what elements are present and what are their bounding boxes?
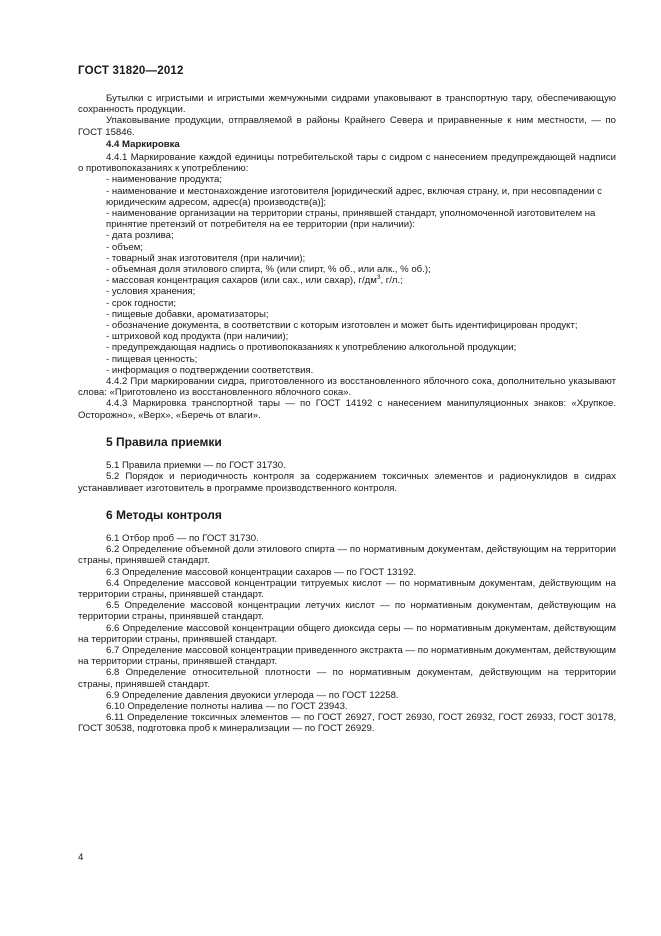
sugar-tail: , г/л.; bbox=[380, 275, 403, 287]
list-item-sugar bbox=[78, 275, 616, 286]
paragraph-6-9: 6.9 Определение давления двуокиси углерода — по ГОСТ 12258. bbox=[106, 689, 399, 701]
paragraph-6-8: 6.8 Определение относительной плотности — по нормативным документам, действующим на территории страны, принявшей стандарт. bbox=[78, 667, 616, 690]
paragraph-6-7: 6.7 Определение массовой концентрации приведенного экстракта — по нормативным документам, действующим на территории страны, принявшей стандарт. bbox=[78, 644, 616, 668]
paragraph-6-5: 6.5 Определение массовой концентрации летучих кислот — по нормативным документам, действующим на территории страны, принявшей стандарт. bbox=[78, 600, 616, 623]
list-item: - объемная доля этилового спирта, % (или спирт, % об., или алк., % об.); bbox=[106, 264, 431, 276]
list-item: - наименование и местонахождение изготовителя [юридический адрес, включая страну, и, при несовпадении с юридическим адресом, адрес(а) производств(а)]; bbox=[106, 185, 602, 208]
paragraph: Упаковывание продукции, отправляемой в районы Крайнего Севера и приравненные к ним местности, — по ГОСТ 15846. bbox=[78, 115, 616, 138]
list-item: - пищевые добавки, ароматизаторы; bbox=[106, 308, 269, 320]
paragraph-5-1: 5.1 Правила приемки — по ГОСТ 31730. bbox=[106, 460, 286, 472]
sugar-text: - массовая концентрация сахаров (или сах., или сахар), г/дм bbox=[106, 275, 377, 287]
superscript: 3 bbox=[376, 274, 381, 282]
list-item: - наименование организации на территории страны, принявшей стандарт, уполномоченной изготовителем на принятие претензий от потребителя на ее территории (при наличии): bbox=[106, 208, 596, 231]
paragraph-6-6: 6.6 Определение массовой концентрации общего диоксида серы — по нормативным документам, действующим на территории страны, принявшей стандарт. bbox=[78, 622, 616, 645]
document-header: ГОСТ 31820—2012 bbox=[78, 65, 184, 77]
page-number: 4 bbox=[78, 852, 84, 863]
paragraph-4-4-2: 4.4.2 При маркировании сидра, приготовленного из восстановленного яблочного сока, дополнительно указывают слова: «Приготовлено из восстановленного яблочного сока». bbox=[78, 376, 616, 399]
paragraph-4-4-3: 4.4.3 Маркировка транспортной тары — по ГОСТ 14192 с нанесением манипуляционных знаков: «Хрупкое. Осторожно», «Верх», «Беречь от влаги». bbox=[78, 398, 616, 421]
paragraph-6-4: 6.4 Определение массовой концентрации титруемых кислот — по нормативным документам, действующим на территории страны, принявшей стандарт. bbox=[78, 577, 616, 600]
paragraph-6-2: 6.2 Определение объемной доли этилового спирта — по нормативным документам, действующим на территории страны, принявшей стандарт. bbox=[78, 544, 616, 567]
section-title-6: 6 Методы контроля bbox=[106, 507, 222, 522]
list-item: - срок годности; bbox=[106, 297, 177, 309]
list-item: - пищевая ценность; bbox=[106, 353, 198, 365]
paragraph: Бутылки с игристыми и игристыми жемчужными сидрами упаковывают в транспортную тару, обеспечивающую сохранность продукции. bbox=[78, 93, 616, 116]
list-item: - товарный знак изготовителя (при наличии); bbox=[106, 252, 306, 264]
paragraph-6-3: 6.3 Определение массовой концентрации сахаров — по ГОСТ 13192. bbox=[106, 566, 417, 578]
section-title-5: 5 Правила приемки bbox=[106, 434, 222, 449]
list-item: - информация о подтверждении соответствия. bbox=[106, 364, 314, 376]
paragraph-6-1: 6.1 Отбор проб — по ГОСТ 31730. bbox=[106, 532, 259, 544]
paragraph-6-11: 6.11 Определение токсичных элементов — по ГОСТ 26927, ГОСТ 26930, ГОСТ 26932, ГОСТ 26933, ГОСТ 30178, ГОСТ 30538, подготовка проб к минерализации — по ГОСТ 26929. bbox=[78, 712, 616, 735]
list-item: - дата розлива; bbox=[106, 230, 174, 242]
paragraph-5-2: 5.2 Порядок и периодичность контроля за содержанием токсичных элементов и радионуклидов в сидрах устанавливает изготовитель в программе производственного контроля. bbox=[78, 471, 616, 494]
list-item: - наименование продукта; bbox=[106, 174, 223, 186]
list-item: - обозначение документа, в соответствии с которым изготовлен и может быть идентифицирован продукт; bbox=[106, 320, 578, 332]
list-item: - объем; bbox=[106, 241, 143, 253]
paragraph-6-10: 6.10 Определение полноты налива — по ГОСТ 23943. bbox=[106, 700, 348, 712]
paragraph-4-4-1: 4.4.1 Маркирование каждой единицы потребительской тары с сидром с нанесением предупреждающей надписи о противопоказаниях к употреблению: bbox=[78, 152, 616, 175]
subsection-title-4-4: 4.4 Маркировка bbox=[106, 138, 180, 150]
list-item: - условия хранения; bbox=[106, 286, 196, 298]
list-item: - штриховой код продукта (при наличии); bbox=[106, 331, 289, 343]
list-item: - предупреждающая надпись о противопоказаниях к употреблению алкогольной продукции; bbox=[106, 342, 517, 354]
page-body bbox=[78, 93, 616, 735]
